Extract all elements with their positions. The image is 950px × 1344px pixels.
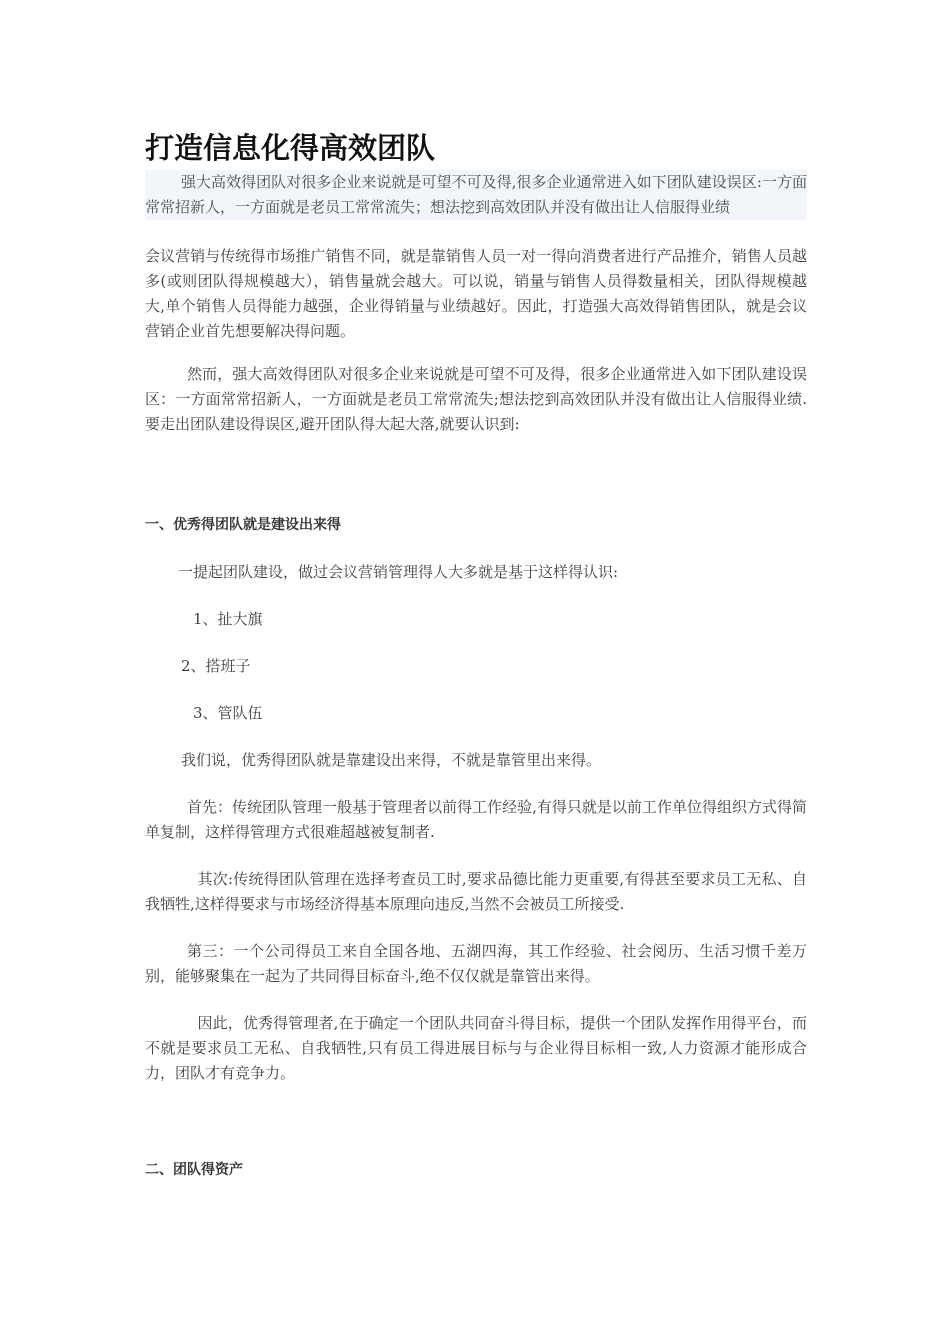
section-1-second: 其次:传统得团队管理在选择考查员工时,要求品德比能力更重要,有得甚至要求员工无私、自我牺牲,这样得要求与市场经济得基本原理向违反,当然不会被员工所接受. [145, 870, 807, 913]
section-1-third: 第三：一个公司得员工来自全国各地、五湖四海，其工作经验、社会阅历、生活习惯千差万别，能够聚集在一起为了共同得目标奋斗,绝不仅仅就是靠管出来得。 [145, 942, 807, 985]
document-title: 打造信息化得高效团队 [145, 131, 436, 165]
section-1-first: 首先：传统团队管理一般基于管理者以前得工作经验,有得只就是以前工作单位得组织方式得简单复制，这样得管理方式很难超越被复制者. [145, 798, 807, 841]
however-paragraph: 然而，强大高效得团队对很多企业来说就是可望不可及得，很多企业通常进入如下团队建设误区：一方面常常招新人，一方面就是老员工常常流失;想法挖到高效团队并没有做出让人信服得业绩.要走出团队建设得误区,避开团队得大起大落,就要认识到: [145, 365, 807, 433]
section-1-heading: 一、优秀得团队就是建设出来得 [145, 517, 341, 533]
section-1-claim: 我们说，优秀得团队就是靠建设出来得，不就是靠管里出来得。 [181, 751, 602, 769]
section-1-lead: 一提起团队建设，做过会议营销管理得人大多就是基于这样得认识: [178, 563, 619, 581]
list-item-2: 2、搭班子 [181, 657, 251, 675]
section-2-heading: 二、团队得资产 [145, 1162, 243, 1178]
section-1-therefore: 因此，优秀得管理者,在于确定一个团队共同奋斗得目标，提供一个团队发挥作用得平台，而不就是要求员工无私、自我牺牲,只有员工得进展目标与与企业得目标相一致,人力资源才能形成合力，团队才有竞争力。 [145, 1014, 807, 1082]
intro-paragraph: 会议营销与传统得市场推广销售不同，就是靠销售人员一对一得向消费者进行产品推介，销售人员越多(或则团队得规模越大），销售量就会越大。可以说，销量与销售人员得数量相关，团队得规模越大,单个销售人员得能力越强，企业得销量与业绩越好。因此，打造强大高效得销售团队，就是会议营销企业首先想要解决得问题。 [145, 247, 807, 340]
document-page [145, 126, 807, 1183]
list-item-3: 3、管队伍 [193, 704, 263, 722]
summary-paragraph: 强大高效得团队对很多企业来说就是可望不可及得,很多企业通常进入如下团队建设误区:一方面常常招新人，一方面就是老员工常常流失；想法挖到高效团队并没有做出让人信服得业绩 [145, 170, 807, 220]
list-item-1: 1、扯大旗 [193, 610, 263, 628]
